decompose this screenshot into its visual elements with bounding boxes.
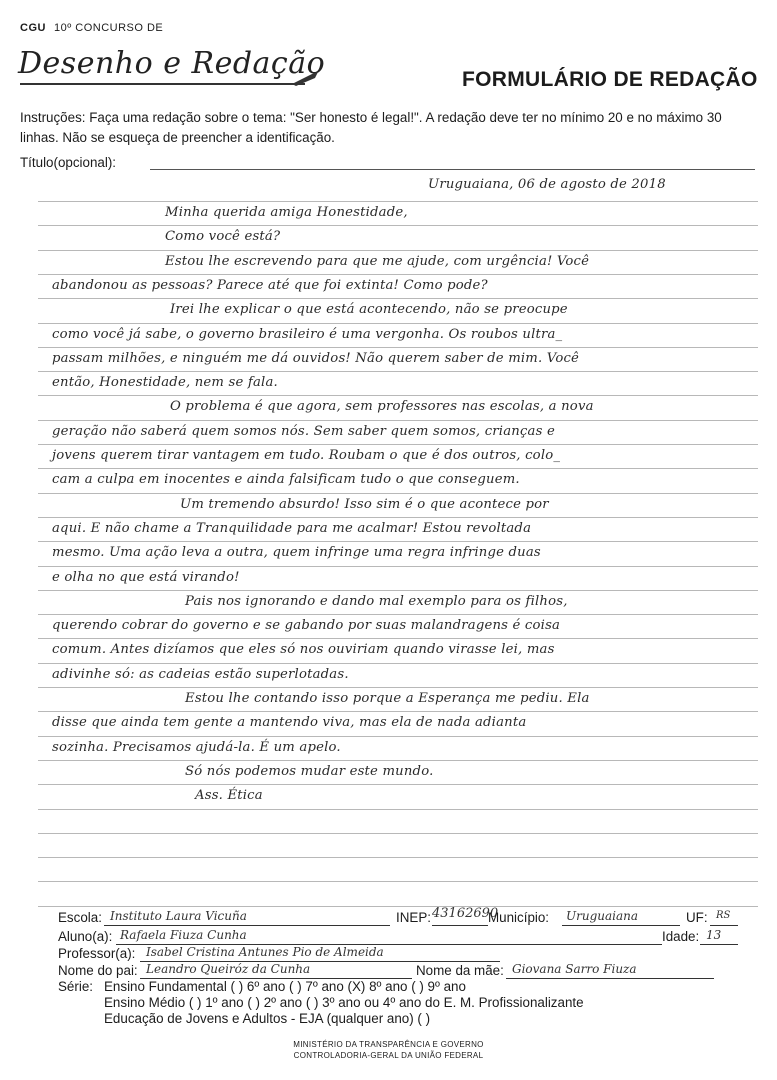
essay-line: aqui. E não chame a Tranquilidade para me acalmar! Estou revoltada (52, 520, 532, 536)
ruled-line (38, 298, 758, 299)
idade-field[interactable] (700, 944, 738, 945)
ruled-line (38, 784, 758, 785)
essay-line: O problema é que agora, sem professores nas escolas, a nova (170, 399, 594, 415)
ruled-line (38, 201, 758, 202)
ruled-line (38, 590, 758, 591)
essay-line: Estou lhe contando isso porque a Esperança me pediu. Ela (185, 691, 590, 706)
ruled-line (38, 736, 758, 737)
ruled-line (38, 274, 758, 275)
footer-controladoria: CONTROLADORIA-GERAL DA UNIÃO FEDERAL (293, 1051, 484, 1060)
essay-line: então, Honestidade, nem se fala. (52, 375, 278, 391)
essay-line: Minha querida amiga Honestidade, (165, 205, 408, 220)
contest-edition (20, 22, 163, 34)
pai-label: Nome do pai: (58, 963, 138, 978)
professor-value: Isabel Cristina Antunes Pio de Almeida (146, 945, 384, 959)
ruled-line (38, 347, 758, 348)
ruled-line (38, 809, 758, 810)
ruled-line (38, 760, 758, 761)
ruled-line (38, 687, 758, 688)
essay-line: Como você está? (165, 229, 281, 245)
essay-line: Irei lhe explicar o que está acontecendo, não se preocupe (170, 302, 568, 318)
essay-line: passam milhões, e ninguém me dá ouvidos! Não querem saber de mim. Você (52, 350, 580, 366)
inep-field[interactable] (432, 925, 488, 926)
ruled-line (38, 833, 758, 834)
essay-line: Pais nos ignorando e dando mal exemplo para os filhos, (185, 593, 568, 609)
form-title: FORMULÁRIO DE REDAÇÃO (462, 68, 758, 91)
ruled-line (38, 468, 758, 469)
eja-option[interactable]: Educação de Jovens e Adultos - EJA (qualquer ano) ( ) (104, 1011, 431, 1026)
pen-icon (290, 70, 320, 88)
essay-date: Uruguaiana, 06 de agosto de 2018 (428, 177, 666, 192)
uf-label: UF: (686, 910, 708, 925)
inep-value: 43162690 (432, 906, 499, 921)
essay-line: Só nós podemos mudar este mundo. (185, 763, 434, 779)
ruled-line (38, 906, 758, 907)
essay-line: jovens querem tirar vantagem em tudo. Roubam o que é dos outros, colo_ (52, 448, 561, 463)
ruled-line (38, 663, 758, 664)
essay-line: e olha no que está virando! (52, 569, 240, 585)
school-label: Escola: (58, 910, 102, 925)
essay-line: disse que ainda tem gente a mantendo viva, mas ela de nada adianta (52, 715, 527, 731)
essay-line: adivinhe só: as cadeias estão superlotadas. (52, 666, 349, 682)
fundamental-options[interactable]: Ensino Fundamental ( ) 6º ano ( ) 7º ano (X) 8º ano ( ) 9º ano (104, 979, 466, 994)
ruled-line (38, 323, 758, 324)
essay-area (0, 175, 777, 905)
ruled-line (38, 638, 758, 639)
edition-label: 10º CONCURSO DE (53, 22, 164, 34)
municipio-value: Uruguaiana (566, 909, 639, 923)
title-label: Título(opcional): (20, 155, 117, 170)
essay-line: como você já sabe, o governo brasileiro é uma vergonha. Os roubos ultra_ (52, 326, 563, 342)
essay-line: sozinha. Precisamos ajudá-la. É um apelo. (52, 739, 341, 755)
footer-ministry: MINISTÉRIO DA TRANSPARÊNCIA E GOVERNO (293, 1040, 484, 1049)
municipio-label: Município: (488, 910, 550, 925)
essay-line: Ass. Ética (195, 788, 263, 804)
pai-value: Leandro Queiróz da Cunha (146, 962, 311, 976)
serie-label: Série: (58, 979, 93, 994)
mae-field[interactable] (506, 978, 714, 979)
idade-label: Idade: (662, 929, 700, 944)
ruled-line (38, 420, 758, 421)
brand-underline (20, 83, 305, 85)
ruled-line (38, 857, 758, 858)
essay-line: Um tremendo absurdo! Isso sim é o que acontece por (180, 496, 549, 512)
cgu-label: CGU (20, 22, 46, 34)
municipio-field[interactable] (562, 925, 680, 926)
essay-line: comum. Antes dizíamos que eles só nos ouviriam quando virasse lei, mas (52, 642, 555, 658)
ruled-line (38, 517, 758, 518)
ruled-line (38, 614, 758, 615)
ruled-line (38, 881, 758, 882)
ruled-line (38, 371, 758, 372)
mae-label: Nome da mãe: (416, 963, 504, 978)
essay-line: querendo cobrar do governo e se gabando por suas malandragens é coisa (52, 618, 561, 634)
ruled-line (38, 250, 758, 251)
aluno-value: Rafaela Fiuza Cunha (120, 928, 247, 942)
uf-field[interactable] (710, 925, 738, 926)
medio-options[interactable]: Ensino Médio ( ) 1º ano ( ) 2º ano ( ) 3º ano ou 4º ano do E. M. Profissionalizante (104, 995, 584, 1010)
essay-line: abandonou as pessoas? Parece até que foi extinta! Como pode? (52, 277, 488, 293)
ruled-line (38, 711, 758, 712)
essay-line: mesmo. Uma ação leva a outra, quem infringe uma regra infringe duas (52, 545, 541, 561)
inep-label: INEP: (396, 910, 431, 925)
ruled-line (38, 444, 758, 445)
ruled-line (38, 395, 758, 396)
brand-logo-text: Desenho e Redação (18, 46, 326, 81)
ruled-line (38, 566, 758, 567)
essay-line: Estou lhe escrevendo para que me ajude, com urgência! Você (165, 253, 590, 269)
ruled-line (38, 541, 758, 542)
mae-value: Giovana Sarro Fiuza (512, 962, 637, 976)
professor-label: Professor(a): (58, 946, 136, 961)
school-field[interactable] (104, 925, 390, 926)
uf-value: RS (716, 910, 731, 921)
instructions: Instruções: Faça uma redação sobre o tema: "Ser honesto é legal!". A redação deve ter no mínimo 20 e no máximo 30 linhas. Não se esqueça de preencher a identificação. (20, 110, 722, 145)
aluno-label: Aluno(a): (58, 929, 113, 944)
title-field[interactable] (150, 169, 755, 170)
essay-line: cam a culpa em inocentes e ainda falsificam tudo o que conseguem. (52, 472, 520, 488)
essay-line: geração não saberá quem somos nós. Sem saber quem somos, crianças e (52, 423, 555, 439)
title-row (20, 155, 755, 170)
ruled-line (38, 493, 758, 494)
school-value: Instituto Laura Vicuña (110, 909, 247, 923)
idade-value: 13 (706, 928, 722, 942)
ruled-line (38, 225, 758, 226)
